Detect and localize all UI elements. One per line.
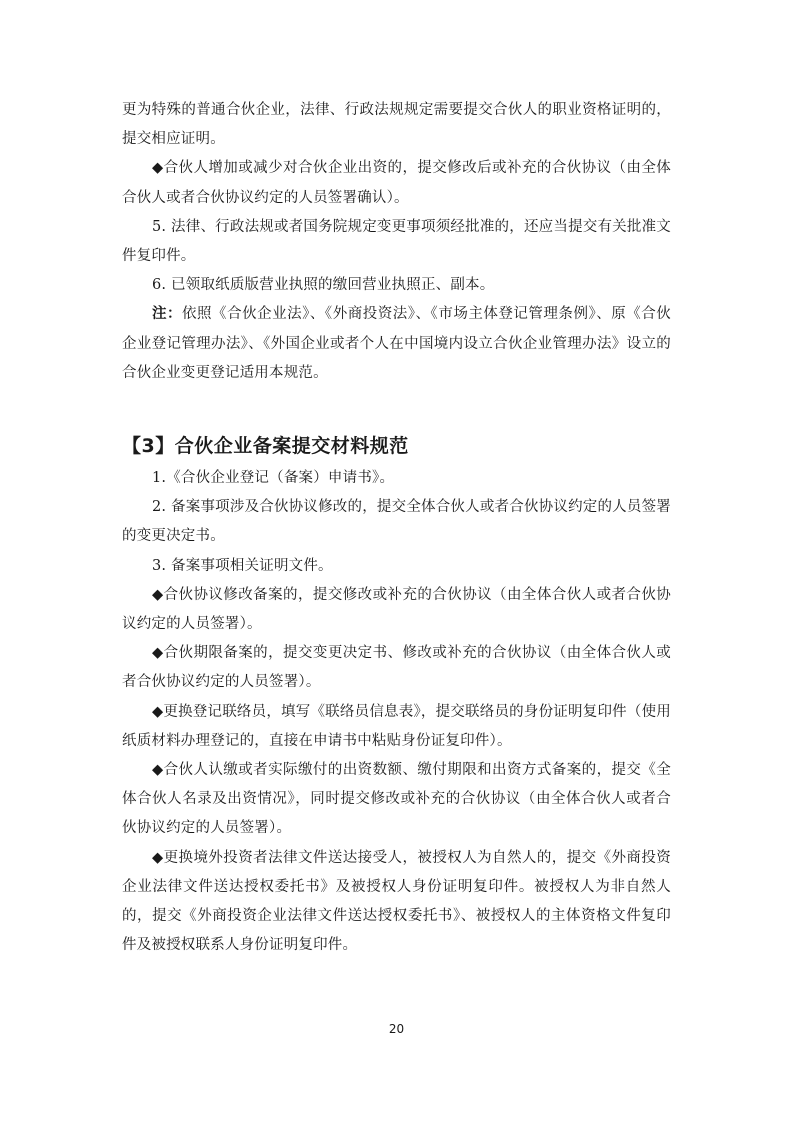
bullet-item: ◆更换境外投资者法律文件送达接受人，被授权人为自然人的，提交《外商投资企业法律文件送达授权委托书》及被授权人身份证明复印件。被授权人为非自然人的，提交《外商投资企业法律文件送达授权委托书》、被授权人的主体资格文件复印件及被授权联系人身份证明复印件。 (122, 849, 671, 954)
bullet-item: ◆更换登记联络员，填写《联络员信息表》，提交联络员的身份证明复印件（使用纸质材料办理登记的，直接在申请书中粘贴身份证复印件）。 (122, 703, 671, 749)
list-item: 2. 备案事项涉及合伙协议修改的，提交全体合伙人或者合伙协议约定的人员签署的变更决定书。 (122, 499, 671, 545)
page-number: 20 (388, 1022, 405, 1036)
list-item: 1.《合伙企业登记（备案）申请书》。 (152, 470, 395, 487)
paragraph: 更为特殊的普通合伙企业，法律、行政法规规定需要提交合伙人的职业资格证明的，提交相应证明。 (122, 102, 671, 148)
bullet-item: ◆合伙人认缴或者实际缴付的出资数额、缴付期限和出资方式备案的，提交《全体合伙人名录及出资情况》，同时提交修改或补充的合伙协议（由全体合伙人或者合伙协议约定的人员签署）。 (122, 762, 671, 837)
section-heading: 【3】合伙企业备案提交材料规范 (122, 435, 409, 458)
paragraph: 6. 已领取纸质版营业执照的缴回营业执照正、副本。 (152, 277, 495, 294)
note-paragraph (122, 300, 671, 388)
paragraph: ◆合伙人增加或减少对合伙企业出资的，提交修改后或补充的合伙协议（由全体合伙人或者合伙协议约定的人员签署确认）。 (122, 160, 671, 206)
paragraph: 5. 法律、行政法规或者国务院规定变更事项须经批准的，还应当提交有关批准文件复印件。 (122, 218, 671, 265)
bullet-item: ◆合伙协议修改备案的，提交修改或补充的合伙协议（由全体合伙人或者合伙协议约定的人员签署）。 (122, 586, 671, 633)
section-filing-materials (122, 464, 671, 960)
bullet-item: ◆合伙期限备案的，提交变更决定书、修改或补充的合伙协议（由全体合伙人或者合伙协议约定的人员签署）。 (122, 645, 671, 691)
note-text: 依照《合伙企业法》、《外商投资法》、《市场主体登记管理条例》、原《合伙企业登记管理办法》、《外国企业或者个人在中国境内设立合伙企业管理办法》设立的合伙企业变更登记适用本规范。 (122, 306, 671, 381)
note-label: 注： (152, 306, 183, 323)
list-item: 3. 备案事项相关证明文件。 (152, 557, 333, 574)
section-change-registration (122, 96, 671, 388)
